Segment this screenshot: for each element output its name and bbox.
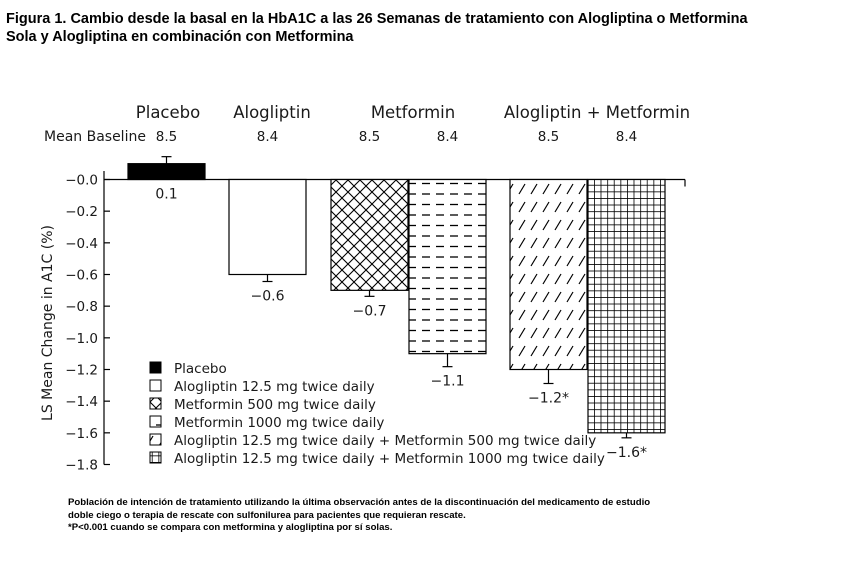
footnote <box>68 497 788 535</box>
bar <box>510 180 587 370</box>
data-label: 0.1 <box>155 186 178 203</box>
legend-swatch <box>150 398 161 409</box>
y-tick-label: −1.6 <box>65 425 98 442</box>
y-axis-title: LS Mean Change in A1C (%) <box>40 225 56 421</box>
legend-label: Metformin 500 mg twice daily <box>174 397 376 413</box>
data-label: −0.6 <box>250 288 285 305</box>
y-tick-label: −0.4 <box>65 235 98 252</box>
y-tick-label: −0.8 <box>65 299 98 316</box>
baseline-label: Mean Baseline <box>44 129 146 145</box>
bar <box>588 180 665 433</box>
legend-label: Placebo <box>174 361 227 377</box>
baseline-value: 8.4 <box>615 129 638 145</box>
y-tick-label: −1.8 <box>65 457 98 474</box>
baseline-value: 8.4 <box>436 129 459 145</box>
bar <box>409 180 486 354</box>
y-tick-label: −1.4 <box>65 394 98 411</box>
legend-swatch <box>150 452 161 463</box>
legend-label: Metformin 1000 mg twice daily <box>174 415 385 431</box>
group-headers <box>136 103 690 122</box>
data-label: −1.1 <box>430 373 465 390</box>
group-header: Placebo <box>135 103 201 122</box>
y-tick-label: −0.2 <box>65 204 98 221</box>
bar <box>229 180 306 275</box>
bar <box>128 164 205 180</box>
group-header: Metformin <box>370 103 456 122</box>
figure-title-line-2: Sola y Alogliptina en combinación con Metformina <box>6 29 354 45</box>
legend-swatch <box>150 416 161 427</box>
y-tick-label: −1.0 <box>65 330 98 347</box>
figure-title-line-1: Figura 1. Cambio desde la basal en la HbA1C a las 26 Semanas de tratamiento con Alogliptina o Metformina <box>6 11 748 27</box>
bar <box>331 180 408 291</box>
legend-swatch <box>150 434 161 445</box>
legend-label: Alogliptin 12.5 mg twice daily + Metformin 1000 mg twice daily <box>174 451 605 467</box>
legend-label: Alogliptin 12.5 mg twice daily <box>174 379 375 395</box>
baseline-values <box>156 129 637 145</box>
legend <box>150 361 605 467</box>
data-label: −0.7 <box>352 303 387 320</box>
y-tick-label: −1.2 <box>65 362 98 379</box>
legend-label: Alogliptin 12.5 mg twice daily + Metformin 500 mg twice daily <box>174 433 597 449</box>
baseline-value: 8.5 <box>358 129 381 145</box>
data-label: −1.6* <box>606 444 647 461</box>
footnote-line-2: doble ciego o terapia de rescate con sulfonilurea para pacientes que requieran rescate. <box>68 509 466 521</box>
legend-swatch <box>150 380 161 391</box>
legend-swatch <box>150 362 161 373</box>
baseline-value: 8.5 <box>155 129 178 145</box>
footnote-line-3: *P<0.001 cuando se compara con metformina y alogliptina por sí solas. <box>68 522 393 533</box>
group-header: Alogliptin + Metformin <box>503 103 691 122</box>
y-tick-label: −0.6 <box>65 267 98 284</box>
data-label: −1.2* <box>528 390 569 407</box>
baseline-value: 8.4 <box>256 129 279 145</box>
baseline-value: 8.5 <box>537 129 560 145</box>
y-tick-label: −0.0 <box>65 172 98 189</box>
footnote-line-1: Población de intención de tratamiento utilizando la última observación antes de la discontinuación del medicamento de estudio <box>68 497 651 508</box>
group-header: Alogliptin <box>233 103 311 122</box>
